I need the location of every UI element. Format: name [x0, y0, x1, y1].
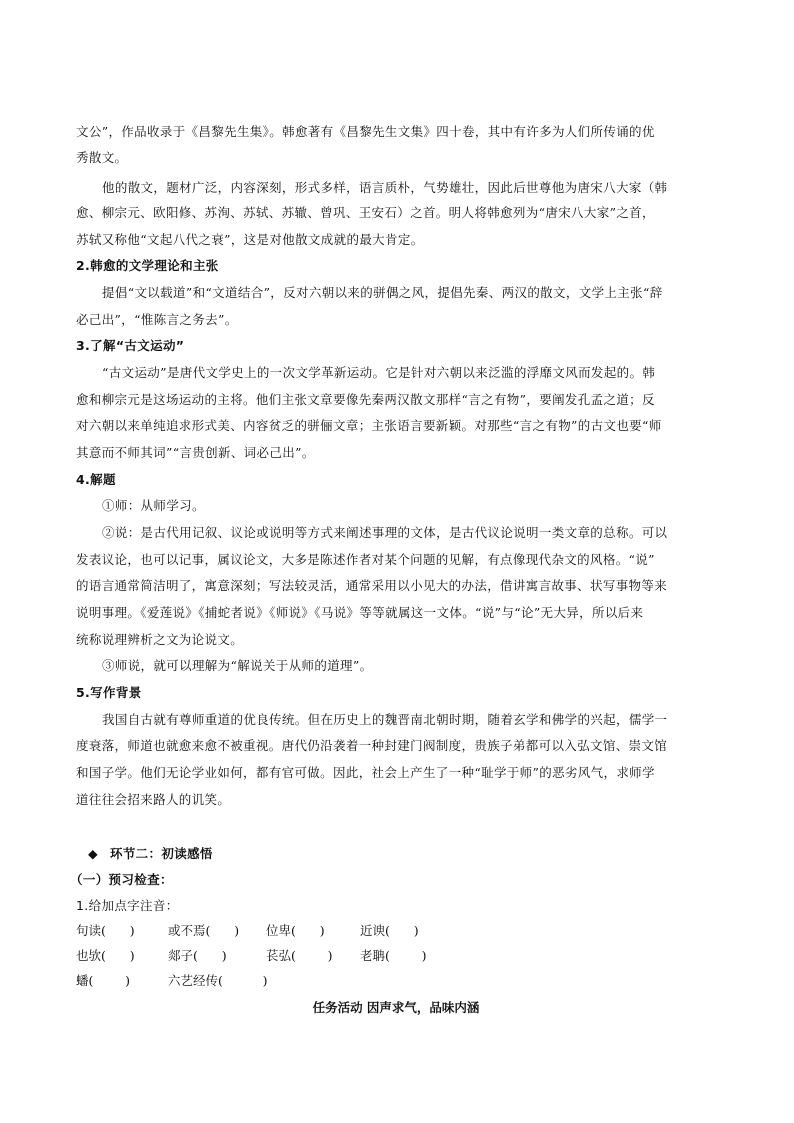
- heading-guwen-movement: 3.了解“古文运动”: [76, 338, 185, 353]
- pinyin-item: 蟠( ): [76, 973, 131, 988]
- background-line-3: 和国子学。他们无论学业如何，都有官可做。因此，社会上产生了一种“耻学于师”的恶劣风气，求师学: [76, 765, 655, 780]
- pinyin-item: 位卑( ): [266, 923, 325, 938]
- heading-background: 5.写作背景: [76, 685, 142, 700]
- movement-line-4: 其意而不师其词”“言贵创新、词必己出”。: [76, 445, 315, 460]
- background-line-4: 道往往会招来路人的讥笑。: [76, 792, 231, 807]
- background-line-1: 我国自古就有尊师重道的优良传统。但在历史上的魏晋南北朝时期，随着玄学和佛学的兴起，儒学一: [102, 712, 668, 727]
- explain-item-2-line-5: 统称说理辨析之文为论说文。: [76, 632, 244, 647]
- section-title: 环节二：初读感悟: [109, 846, 213, 861]
- pinyin-item: 也欤( ): [76, 948, 135, 963]
- pinyin-item: 苌弘( ): [266, 948, 333, 963]
- theory-line-1: 提倡“文以载道”和“文道结合”，反对六朝以来的骈偶之风，提倡先秦、两汉的散文，文学上主张“辞: [102, 285, 663, 300]
- prose-line-3: 苏轼又称他“文起八代之衰”，这是对他散文成就的最大肯定。: [76, 232, 424, 247]
- heading-literary-theory: 2.韩愈的文学理论和主张: [76, 258, 219, 273]
- movement-line-1: “古文运动”是唐代文学史上的一次文学革新运动。它是针对六朝以来泛滥的浮靡文风而发起的。韩: [102, 365, 656, 380]
- prose-line-2: 愈、柳宗元、欧阳修、苏洵、苏轼、苏辙、曾巩、王安石）之首。明人将韩愈列为“唐宋八大家”之首，: [76, 205, 655, 220]
- intro-line-2: 秀散文。: [76, 150, 128, 165]
- prose-line-1: 他的散文，题材广泛，内容深刻，形式多样，语言质朴，气势雄壮，因此后世尊他为唐宋八大家（韩: [102, 180, 668, 195]
- explain-item-2-line-2: 发表议论，也可以记事，属议论文，大多是陈述作者对某个问题的见解，有点像现代杂文的风格。“说”: [76, 552, 655, 567]
- background-line-2: 度衰落，师道也就愈来愈不被重视。唐代仍沿袭着一种封建门阀制度，贵族子弟都可以入弘文馆、崇文馆: [76, 738, 668, 753]
- preview-check-title: （一）预习检查：: [70, 872, 173, 887]
- pinyin-item: 郯子( ): [168, 948, 227, 963]
- task-activity-heading: 任务活动 因声求气，品味内涵: [312, 1000, 480, 1015]
- explain-item-2-line-4: 说明事理。《爱莲说》《捕蛇者说》《师说》《马说》等等就属这一文体。“说”与“论”无大异，所以后来: [76, 605, 644, 620]
- movement-line-2: 愈和柳宗元是这场运动的主将。他们主张文章要像先秦两汉散文那样“言之有物”，要阐发孔孟之道；反: [76, 392, 655, 407]
- theory-line-2: 必己出”，“惟陈言之务去”。: [76, 312, 238, 327]
- pinyin-item: 或不焉( ): [168, 923, 240, 938]
- section-heading: [88, 846, 213, 862]
- explain-item-2-line-1: ②说：是古代用记叙、议论或说明等方式来阐述事理的文体，是古代议论说明一类文章的总称。可以: [102, 525, 668, 540]
- explain-item-1: ①师：从师学习。: [102, 498, 205, 513]
- intro-line-1: 文公”，作品收录于《昌黎先生集》。韩愈著有《昌黎先生文集》四十卷，其中有许多为人们所传诵的优: [76, 124, 655, 139]
- pinyin-item: 老聃( ): [360, 948, 427, 963]
- heading-title-explanation: 4.解题: [76, 472, 116, 487]
- pinyin-item: 六艺经传( ): [168, 973, 268, 988]
- explain-item-3: ③师说，就可以理解为“解说关于从师的道理”。: [102, 658, 373, 673]
- pinyin-item: 近谀( ): [360, 923, 419, 938]
- movement-line-3: 对六朝以来单纯追求形式美、内容贫乏的骈俪文章；主张语言要新颖。对那些“言之有物”的古文也要“师: [76, 418, 662, 433]
- question-1-title: 1.给加点字注音：: [76, 898, 179, 913]
- pinyin-item: 句读( ): [76, 923, 135, 938]
- diamond-bullet-icon: ◆: [88, 846, 98, 861]
- explain-item-2-line-3: 的语言通常简洁明了，寓意深刻；写法较灵活，通常采用以小见大的办法，借讲寓言故事、状写事物等来: [76, 578, 668, 593]
